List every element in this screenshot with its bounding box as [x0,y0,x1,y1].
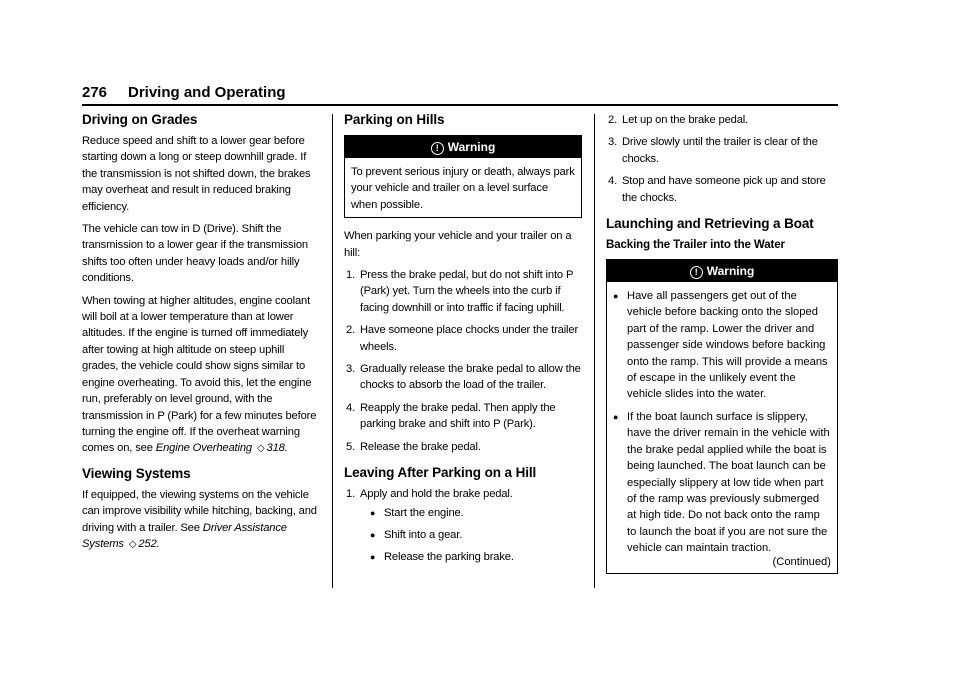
paragraph-text: If equipped, the viewing systems on the vehicle can improve visibility while hitching, backing, and driving with a trailer. See [82,488,317,534]
warning-bullet-list [613,288,831,557]
cross-reference-link[interactable]: Driver Assistance Systems [82,521,287,550]
bullet-item: ● If the boat launch surface is slippery, have the driver remain in the vehicle with the brake pedal applied while the boat is being launched. The boat launch can be especially slippery at low tide when part of the ramp was previously submerged at high tide. Do not back onto the ramp to launch the boat if you are not sure the vehicle can maintain traction. [613,410,830,555]
paragraph: When parking your vehicle and your trailer on a hill: [344,230,572,259]
heading-leaving-after-parking: Leaving After Parking on a Hill [344,465,537,481]
list-item: 3. Drive slowly until the trailer is clear of the chocks. [608,136,818,165]
list-item: 4. Reapply the brake pedal. Then apply the parking brake and shift into P (Park). [346,401,556,431]
page-reference[interactable]: 252. [138,537,160,550]
bullet-icon: ● [370,552,376,563]
list-item: 2. Have someone place chocks under the trailer wheels. [346,324,579,353]
warning-circle-icon: ! [431,142,444,155]
paragraph: Reduce speed and shift to a lower gear before starting down a long or steep downhill grade. If the transmission is not shifted down, the brakes may overheat and result in reduced braking efficiency. [82,135,311,213]
paragraph [82,293,320,458]
leaving-steps-continued [606,112,838,206]
column-1 [82,112,320,559]
bullet-item: ● Have all passengers get out of the vehicle before backing onto the sloped part of the ramp. Lower the driver and passenger side windows before backing onto the ramp. This will provide a means of escape in the unlikely event the vehicle slides into the water. [613,290,828,401]
heading-parking-on-hills: Parking on Hills [344,112,445,127]
column-divider-right [594,114,595,588]
page-reference-icon: ◇ [256,443,265,455]
page-reference[interactable]: 318. [266,442,288,455]
heading-launching-boat: Launching and Retrieving a Boat [606,216,814,232]
warning-box [344,135,582,218]
cross-reference-link[interactable]: Engine Overheating [155,442,252,455]
parking-steps-list [344,267,582,455]
bullet-icon: ● [370,529,376,540]
list-item: 3. Gradually release the brake pedal to allow the chocks to absorb the load of the trailer. [346,363,581,392]
paragraph-text: When towing at higher altitudes, engine coolant will boil at a lower temperature than at lower altitudes. If the engine is turned off immediately after towing at high altitude on steep uphill grades, the vehicle could show signs similar to engine overheating. To avoid this, let the engine run, preferably on level ground, with the transmission in P (Park) for a few minutes before turning the engine off. If the overheat warning comes on, see [82,294,317,455]
column-divider-left [332,114,333,588]
bullet-icon: ● [613,291,619,302]
heading-driving-on-grades: Driving on Grades [82,112,198,127]
page-header [82,84,838,104]
list-item: 1. Press the brake pedal, but do not shift into P (Park) yet. Turn the wheels into the curb if facing downhill or into traffic if facing uphill. [346,269,574,314]
paragraph [82,487,320,554]
header-rule [82,104,838,106]
list-item: 2. Let up on the brake pedal. [608,114,749,126]
column-3 [606,112,838,584]
warning-body [607,282,837,573]
section-title: Driving and Operating [128,84,286,101]
column-2 [344,112,582,572]
list-item: 4. Stop and have someone pick up and store the chocks. [608,175,826,204]
page-reference-icon: ◇ [128,538,137,550]
warning-text: To prevent serious injury or death, always park your vehicle and trailer on a level surface when possible. [351,166,575,211]
list-item: 1. Apply and hold the brake pedal. ● Start the engine. ● Shift into a gear. ● Release the parking brake. [344,486,582,566]
warning-header [345,136,581,158]
subheading-backing-trailer: Backing the Trailer into the Water [606,239,785,252]
bullet-item: ● Shift into a gear. [370,527,582,543]
warning-header [607,260,837,282]
bullet-icon: ● [370,507,376,518]
warning-label: Warning [447,140,496,154]
heading-viewing-systems: Viewing Systems [82,465,191,481]
bullet-list [360,505,582,566]
page-number: 276 [82,84,108,101]
paragraph: The vehicle can tow in D (Drive). Shift the transmission to a lower gear if the transmission shifts too often under heavy loads and/or hilly conditions. [82,223,308,285]
continued-label: (Continued) [772,555,831,568]
warning-label: Warning [706,264,755,279]
leaving-steps-list [344,486,582,566]
list-item: 5. Release the brake pedal. [346,440,481,453]
warning-circle-icon: ! [690,266,703,279]
bullet-icon: ● [613,411,619,422]
warning-body [345,158,581,217]
bullet-item: ● Start the engine. [370,505,582,521]
bullet-item: ● Release the parking brake. [370,549,582,565]
warning-box [606,259,838,574]
